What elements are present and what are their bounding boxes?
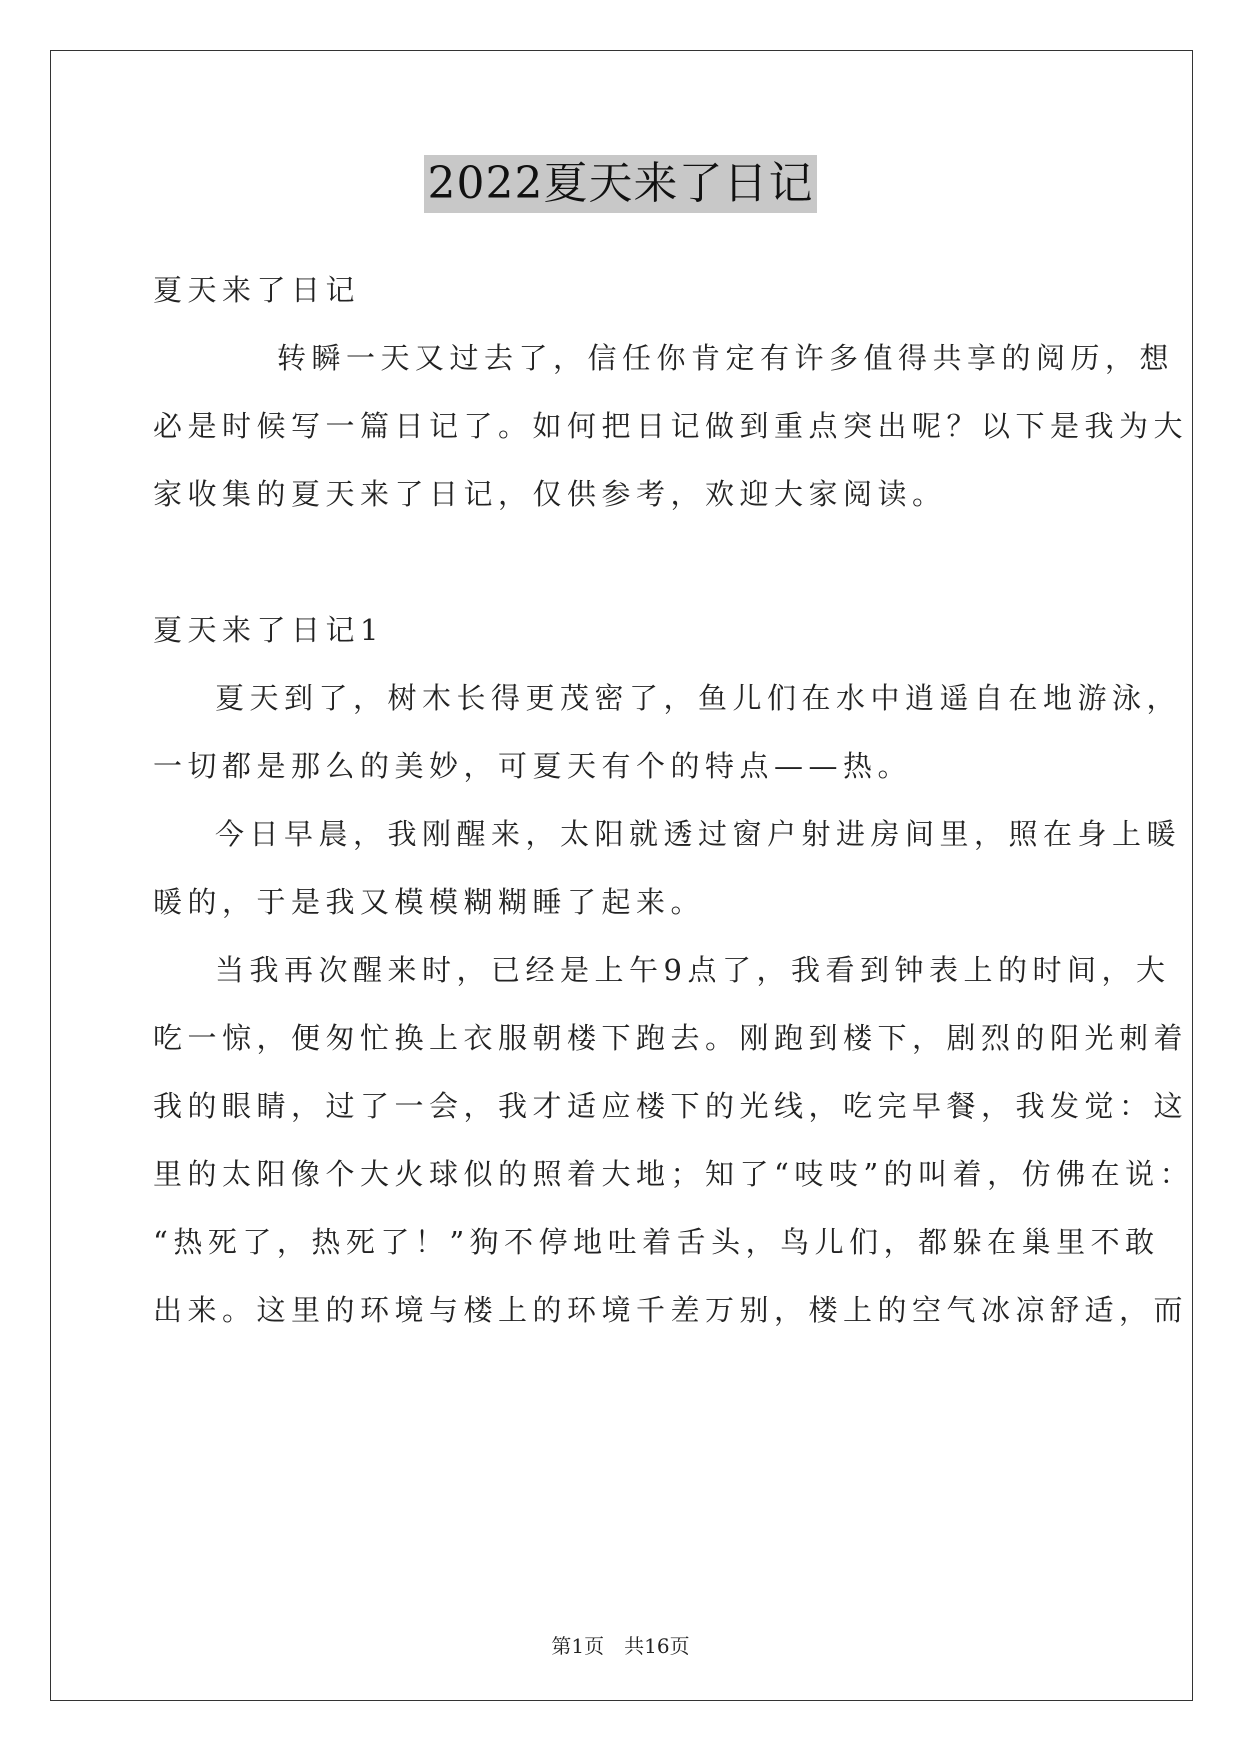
paragraph-line: 里的太阳像个大火球似的照着大地；知了“吱吱”的叫着，仿佛在说： (153, 1157, 1195, 1191)
intro-line: 家收集的夏天来了日记，仅供参考，欢迎大家阅读。 (153, 477, 947, 511)
page-footer: 第1页 共16页 (551, 1634, 690, 1658)
paragraph-line: 出来。这里的环境与楼上的环境千差万别，楼上的空气冰凉舒适，而 (153, 1293, 1189, 1327)
paragraph-gap (153, 528, 1093, 596)
paragraph-line: 今日早晨，我刚醒来，太阳就透过窗户射进房间里，照在身上暖 (215, 817, 1182, 851)
document-body (153, 256, 1195, 1344)
title-container (0, 155, 1241, 213)
intro-line: 必是时候写一篇日记了。如何把日记做到重点突出呢？以下是我为大 (153, 409, 1189, 443)
paragraph-line: 我的眼睛，过了一会，我才适应楼下的光线，吃完早餐，我发觉：这 (153, 1089, 1189, 1123)
paragraph-line: 暖的，于是我又模模糊糊睡了起来。 (153, 885, 706, 919)
paragraph-line: 当我再次醒来时，已经是上午9点了，我看到钟表上的时间，大 (215, 953, 1171, 987)
paragraph-line: 夏天到了，树木长得更茂密了，鱼儿们在水中逍遥自在地游泳， (215, 681, 1182, 715)
paragraph-line: 一切都是那么的美妙，可夏天有个的特点——热。 (153, 749, 913, 783)
section-heading: 夏天来了日记 (153, 273, 361, 307)
diary-heading: 夏天来了日记1 (153, 613, 384, 647)
document-title: 2022夏天来了日记 (424, 155, 818, 213)
paragraph-line: 吃一惊，便匆忙换上衣服朝楼下跑去。刚跑到楼下，剧烈的阳光刺着 (153, 1021, 1189, 1055)
paragraph-line: “热死了，热死了！”狗不停地吐着舌头，鸟儿们，都躲在巢里不敢 (153, 1225, 1160, 1259)
intro-line: 转瞬一天又过去了，信任你肯定有许多值得共享的阅历，想 (277, 341, 1175, 375)
